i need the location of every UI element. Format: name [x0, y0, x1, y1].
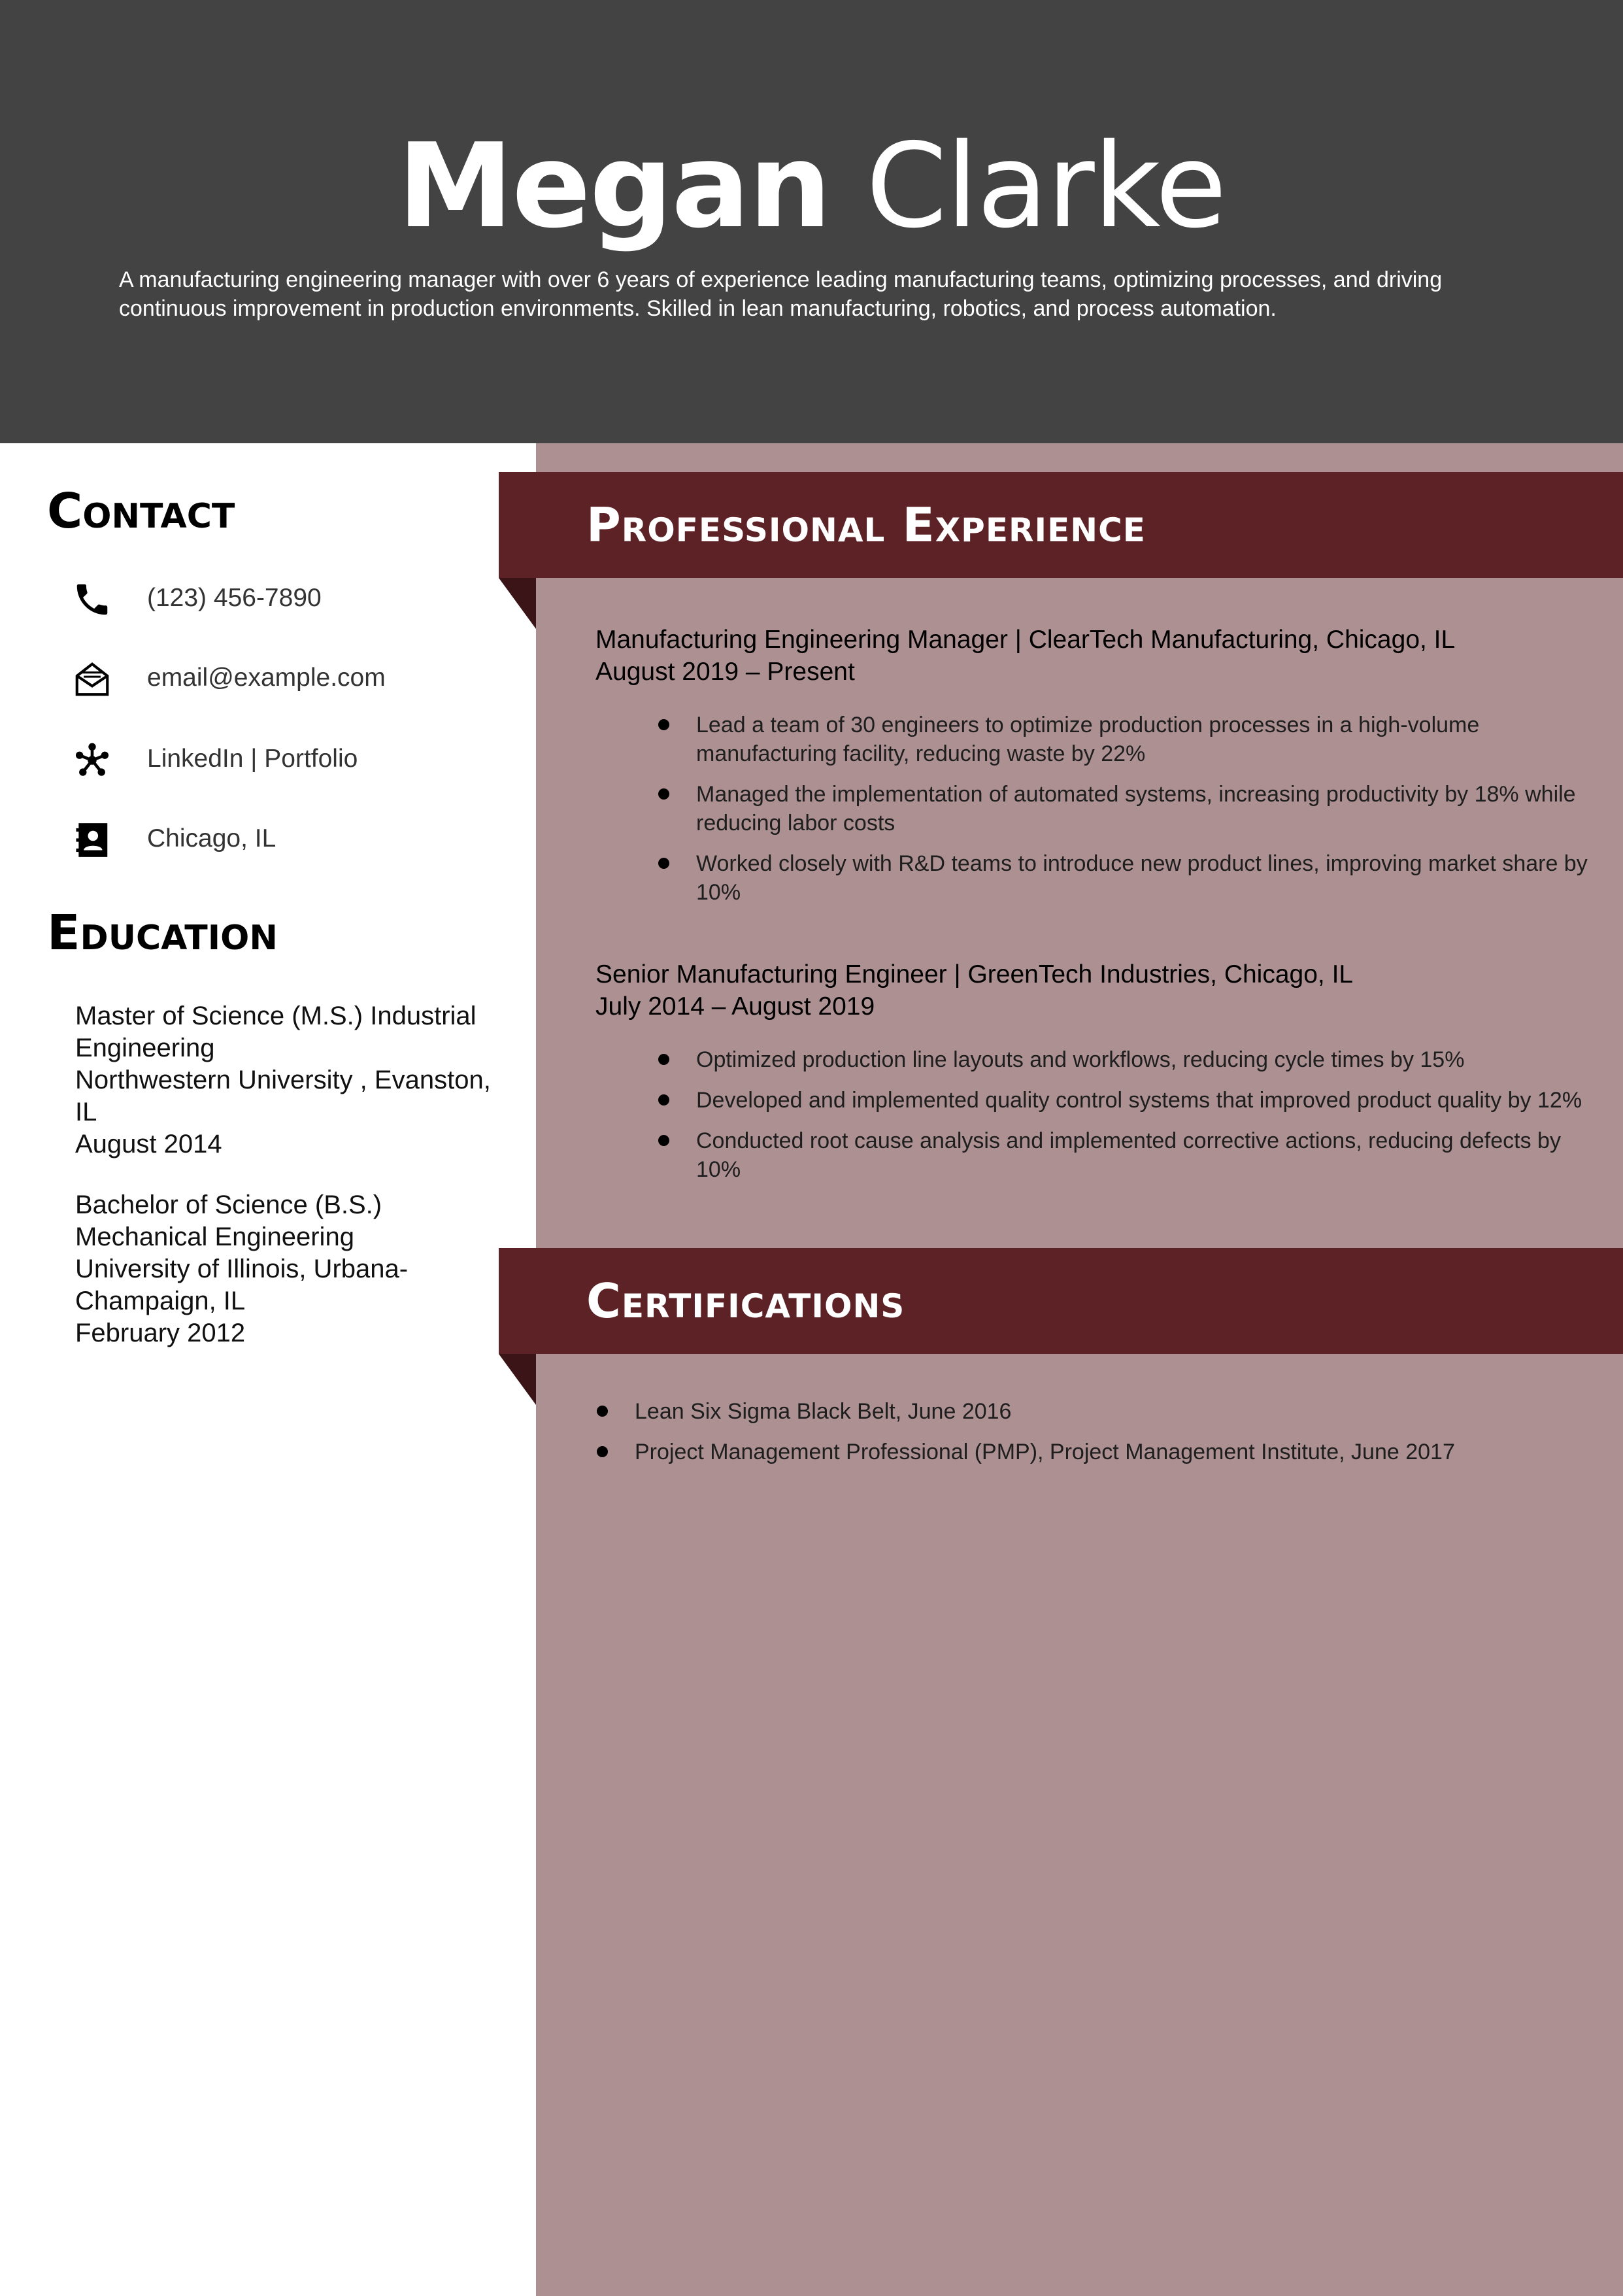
experience-banner [499, 472, 1623, 578]
profile-summary: A manufacturing engineering manager with over 6 years of experience leading manufacturing teams, optimizing processes, and driving continuous improvement in production environments. Skilled in lean manufacturing, robotics, and process automation. [119, 267, 1443, 321]
contact-email [72, 655, 490, 701]
contact-links [72, 736, 490, 782]
banner-fold [499, 578, 536, 629]
list-item: Developed and implemented quality control systems that improved product quality by 12% [595, 1086, 1589, 1115]
certifications-list [595, 1397, 1589, 1478]
job-title: Senior Manufacturing Engineer | GreenTech Industries, Chicago, IL [595, 960, 1354, 988]
graduation-date: February 2012 [75, 1319, 246, 1347]
network-icon [72, 740, 112, 781]
phone-icon [72, 579, 112, 620]
school: Northwestern University , Evanston, IL [75, 1066, 491, 1126]
list-item: Worked closely with R&D teams to introduce new product lines, improving market share by 10% [595, 849, 1589, 907]
education-entry [75, 1000, 507, 1160]
header-banner [0, 0, 1623, 443]
job-dates: August 2019 – Present [595, 658, 855, 686]
list-item: Optimized production line layouts and workflows, reducing cycle times by 15% [595, 1045, 1589, 1074]
degree: Bachelor of Science (B.S.) Mechanical Engineering [75, 1190, 382, 1251]
links-text: LinkedIn | Portfolio [147, 745, 358, 773]
list-item: Lead a team of 30 engineers to optimize production processes in a high-volume manufacturing facility, reducing waste by 22% [595, 711, 1589, 768]
job-header [595, 624, 1576, 688]
list-item: Conducted root cause analysis and implemented corrective actions, reducing defects by 10% [595, 1126, 1589, 1184]
list-item: Project Management Professional (PMP), Project Management Institute, June 2017 [595, 1438, 1589, 1466]
contact-location [72, 816, 490, 862]
school: University of Illinois, Urbana-Champaign, IL [75, 1255, 409, 1315]
list-item: Managed the implementation of automated systems, increasing productivity by 18% while reducing labor costs [595, 780, 1589, 837]
candidate-name [0, 111, 1623, 262]
job-bullets [595, 1045, 1589, 1196]
job-bullets [595, 711, 1589, 919]
location-text: Chicago, IL [147, 824, 276, 853]
degree: Master of Science (M.S.) Industrial Engineering [75, 1002, 477, 1062]
first-name: Megan [397, 118, 831, 254]
phone-text: (123) 456-7890 [147, 584, 322, 612]
email-text: email@example.com [147, 664, 386, 692]
last-name: Clarke [865, 118, 1226, 254]
envelope-icon [72, 659, 112, 700]
contact-card-icon [72, 820, 112, 860]
contact-phone [72, 575, 490, 621]
experience-heading: Professional Experience [586, 498, 1146, 552]
graduation-date: August 2014 [75, 1130, 222, 1158]
job-header [595, 958, 1576, 1022]
certifications-banner [499, 1248, 1623, 1354]
certifications-heading: Certifications [586, 1274, 905, 1328]
banner-fold [499, 1354, 536, 1405]
list-item: Lean Six Sigma Black Belt, June 2016 [595, 1397, 1589, 1426]
contact-heading: Contact [47, 483, 235, 539]
education-entry [75, 1189, 507, 1349]
education-heading: Education [47, 905, 278, 961]
job-dates: July 2014 – August 2019 [595, 992, 875, 1021]
job-title: Manufacturing Engineering Manager | ClearTech Manufacturing, Chicago, IL [595, 626, 1456, 654]
